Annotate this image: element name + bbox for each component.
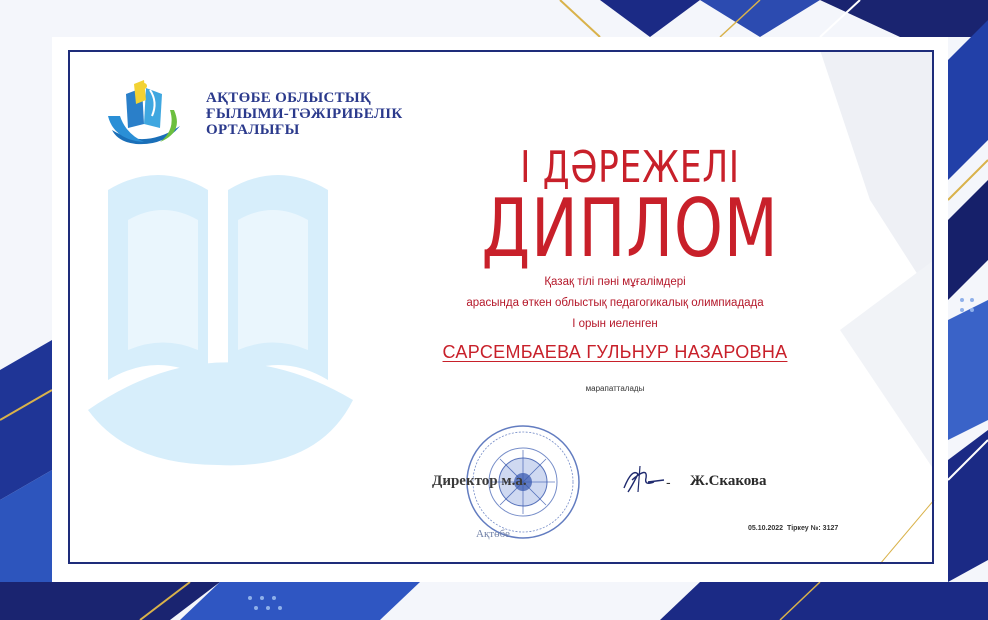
organization-line-3: ОРТАЛЫҒЫ (206, 122, 300, 138)
director-position: Директор м.а. (432, 473, 527, 489)
organization-line-2: ҒЫЛЫМИ-ТӘЖІРИБЕЛІК (206, 106, 403, 122)
diploma-title: ДИПЛОМ (481, 182, 779, 275)
registration-date: 05.10.2022 (748, 525, 784, 532)
degree-heading: І ДӘРЕЖЕЛІ (520, 142, 740, 193)
stamp-city: Ақтөбе (476, 528, 510, 540)
description-line-3: І орын иеленген (572, 318, 658, 330)
awarded-text: марапатталады (585, 384, 645, 393)
registration-line (748, 525, 838, 532)
organization-name (206, 90, 403, 138)
book-and-wave-emblem-icon (104, 80, 188, 150)
handwritten-signature-icon (618, 462, 682, 496)
description-line-1: Қазақ тілі пәні мұғалімдері (544, 276, 686, 288)
award-description (400, 272, 830, 335)
recipient-name: САРСЕМБАЕВА ГУЛЬНУР НАЗАРОВНА (442, 342, 788, 362)
description-line-2: арасында өткен облыстық педагогикалық олимпиадада (466, 297, 764, 309)
registration-number: 3127 (822, 525, 839, 532)
signer-name: Ж.Скакова (690, 473, 767, 489)
signature-dash: - (666, 474, 671, 490)
book-watermark-icon (68, 150, 368, 470)
organization-line-1: АҚТӨБЕ ОБЛЫСТЫҚ (206, 90, 372, 106)
registration-label: Тіркеу №: (786, 525, 821, 532)
